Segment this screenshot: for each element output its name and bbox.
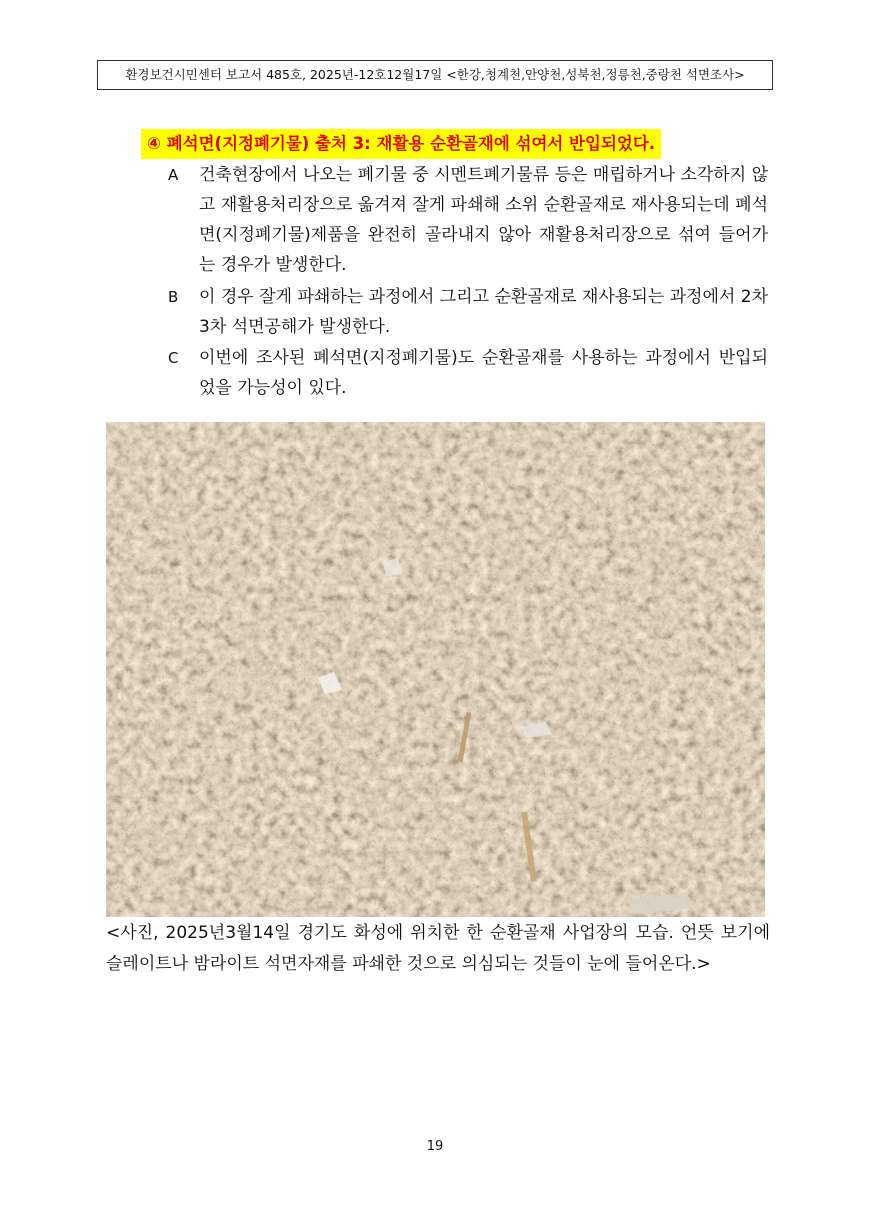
list-item <box>168 343 768 403</box>
list-item-text: 이 경우 잘게 파쇄하는 과정에서 그리고 순환골재로 재사용되는 과정에서 2차 3차 석면공해가 발생한다. <box>199 287 768 337</box>
photo-caption: <사진, 2025년3월14일 경기도 화성에 위치한 한 순환골재 사업장의 모습. 언뜻 보기에 슬레이트나 밤라이트 석면자재를 파쇄한 것으로 의심되는 것들이 눈에 들어온다.> <box>106 923 770 974</box>
report-header <box>97 60 773 90</box>
list-item-marker: A <box>168 166 179 184</box>
list-item-text: 이번에 조사된 폐석면(지정폐기물)도 순환골재를 사용하는 과정에서 반입되었을 가능성이 있다. <box>199 348 768 398</box>
report-header-text: 환경보건시민센터 보고서 485호, 2025년-12호12월17일 <한강,청계천,안양천,성북천,정릉천,중랑천 석면조사> <box>125 67 745 82</box>
section-heading: ④ 폐석면(지정폐기물) 출처 3: 재활용 순환골재에 섞여서 반입되었다. <box>141 129 661 159</box>
page-number: 19 <box>426 1139 444 1154</box>
recycled-aggregate-photo <box>106 422 765 917</box>
list-item-marker: B <box>168 288 179 306</box>
list-item-text: 건축현장에서 나오는 폐기물 중 시멘트폐기물류 등은 매립하거나 소각하지 않고 재활용처리장으로 옮겨져 잘게 파쇄해 소위 순환골재로 재사용되는데 폐석면(지정폐기물)제품을 완전히 골라내지 않아 재활용처리장으로 섞여 들어가는 경우가 발생한다. <box>199 165 768 275</box>
list-item <box>168 160 768 280</box>
list-item-marker: C <box>168 349 179 367</box>
list-item <box>168 282 768 342</box>
